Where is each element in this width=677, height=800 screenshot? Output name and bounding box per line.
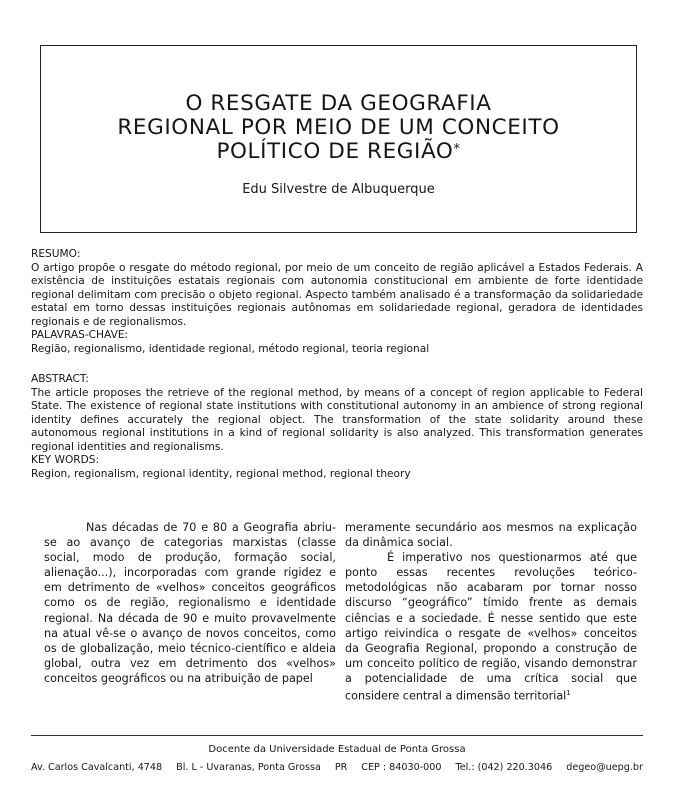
footer-address: Av. Carlos Cavalcanti, 4748 — [31, 762, 163, 773]
footer-phone: Tel.: (042) 220.3046 — [455, 762, 553, 773]
abstract-label: ABSTRACT: — [31, 373, 89, 385]
footnote-ref: 1 — [566, 689, 571, 698]
footer-email: degeo@uepg.br — [566, 762, 643, 773]
resumo-label: RESUMO: — [31, 248, 81, 260]
article-title — [40, 92, 637, 164]
palavras-chave-text: Região, regionalismo, identidade regional, método regional, teoria regional — [31, 342, 430, 355]
palavras-chave-label: PALAVRAS-CHAVE: — [31, 329, 129, 341]
resumo-text: O artigo propõe o resgate do método regional, por meio de um conceito de região aplicável a Estados Federais. A existência de instituições estatais regionais com autonomia constitucional em ambiente de forte identidade regional delimitam com precisão o objeto regional. Aspecto também analisado é a transformação da solidariedade estatal em torno dessas instituições regionais autônomas em solidariedade regional, geradora de identidades regionais e de regionalismos. — [31, 261, 643, 328]
footer-divider — [31, 735, 643, 736]
author-name: Edu Silvestre de Albuquerque — [242, 182, 435, 197]
title-line-2: REGIONAL POR MEIO DE UM CONCEITO — [117, 115, 560, 140]
body-column-right — [345, 520, 637, 704]
body-paragraph: Nas décadas de 70 e 80 a Geografia abriu-se ao avanço de categorias marxistas (classe social, modo de produção, formação social, alienação...), incorporadas com grande rigidez e em detrimento de «velhos» conceitos geográficos como os de região, regionalismo e identidade regional. Na década de 90 e muito provavelmente na atual vê-se o avanço de novos conceitos, como os de globalização, meio técnico-científico e aldeia global, outra vez em detrimento dos «velhos» conceitos geográficos ou na atribuição de papel — [44, 521, 336, 685]
title-footnote-mark: * — [453, 142, 461, 157]
title-line-3: POLÍTICO DE REGIÃO — [216, 139, 454, 164]
title-line-1: O RESGATE DA GEOGRAFIA — [185, 91, 492, 116]
key-words-label: KEY WORDS: — [31, 454, 100, 466]
footer-block: Bl. L - Uvaranas, Ponta Grossa — [176, 762, 321, 773]
key-words-text: Region, regionalism, regional identity, regional method, regional theory — [31, 467, 411, 480]
footer-institution: Docente da Universidade Estadual de Ponta Grossa — [208, 744, 466, 755]
footer-address-line — [31, 762, 643, 773]
abstract-text: The article proposes the retrieve of the regional method, by means of a concept of region applicable to Federal State. The existence of regional state institutions with constitutional autonomy in an ambience of strong regional identity defines accurately the regional object. The transformation of the state solidarity around these autonomous regional institutions in a kind of regional solidarity is also analyzed. This transformation generates regional identities and regionalisms. — [31, 386, 643, 453]
footer-state: PR — [334, 762, 348, 773]
body-column-left — [44, 520, 336, 686]
body-paragraph-text: É imperativo nos questionarmos até que ponto essas recentes revoluções teórico-metodológicas não acabaram por tornar nosso discurso “geográfico” tímido frente as demais ciências e a sociedade. É nesse sentido que este artigo reivindica o resgate de «velhos» conceitos da Geografia Regional, propondo a construção de um conceito político de região, visando demonstrar a potencialidade de uma crítica social que considere central a dimensão territorial — [345, 551, 637, 703]
abstract-english — [31, 373, 643, 481]
abstract-portuguese — [31, 248, 643, 356]
footer-cep: CEP : 84030-000 — [361, 762, 442, 773]
body-paragraph — [345, 550, 637, 704]
body-paragraph-continuation: meramente secundário aos mesmos na explicação da dinâmica social. — [345, 521, 637, 550]
